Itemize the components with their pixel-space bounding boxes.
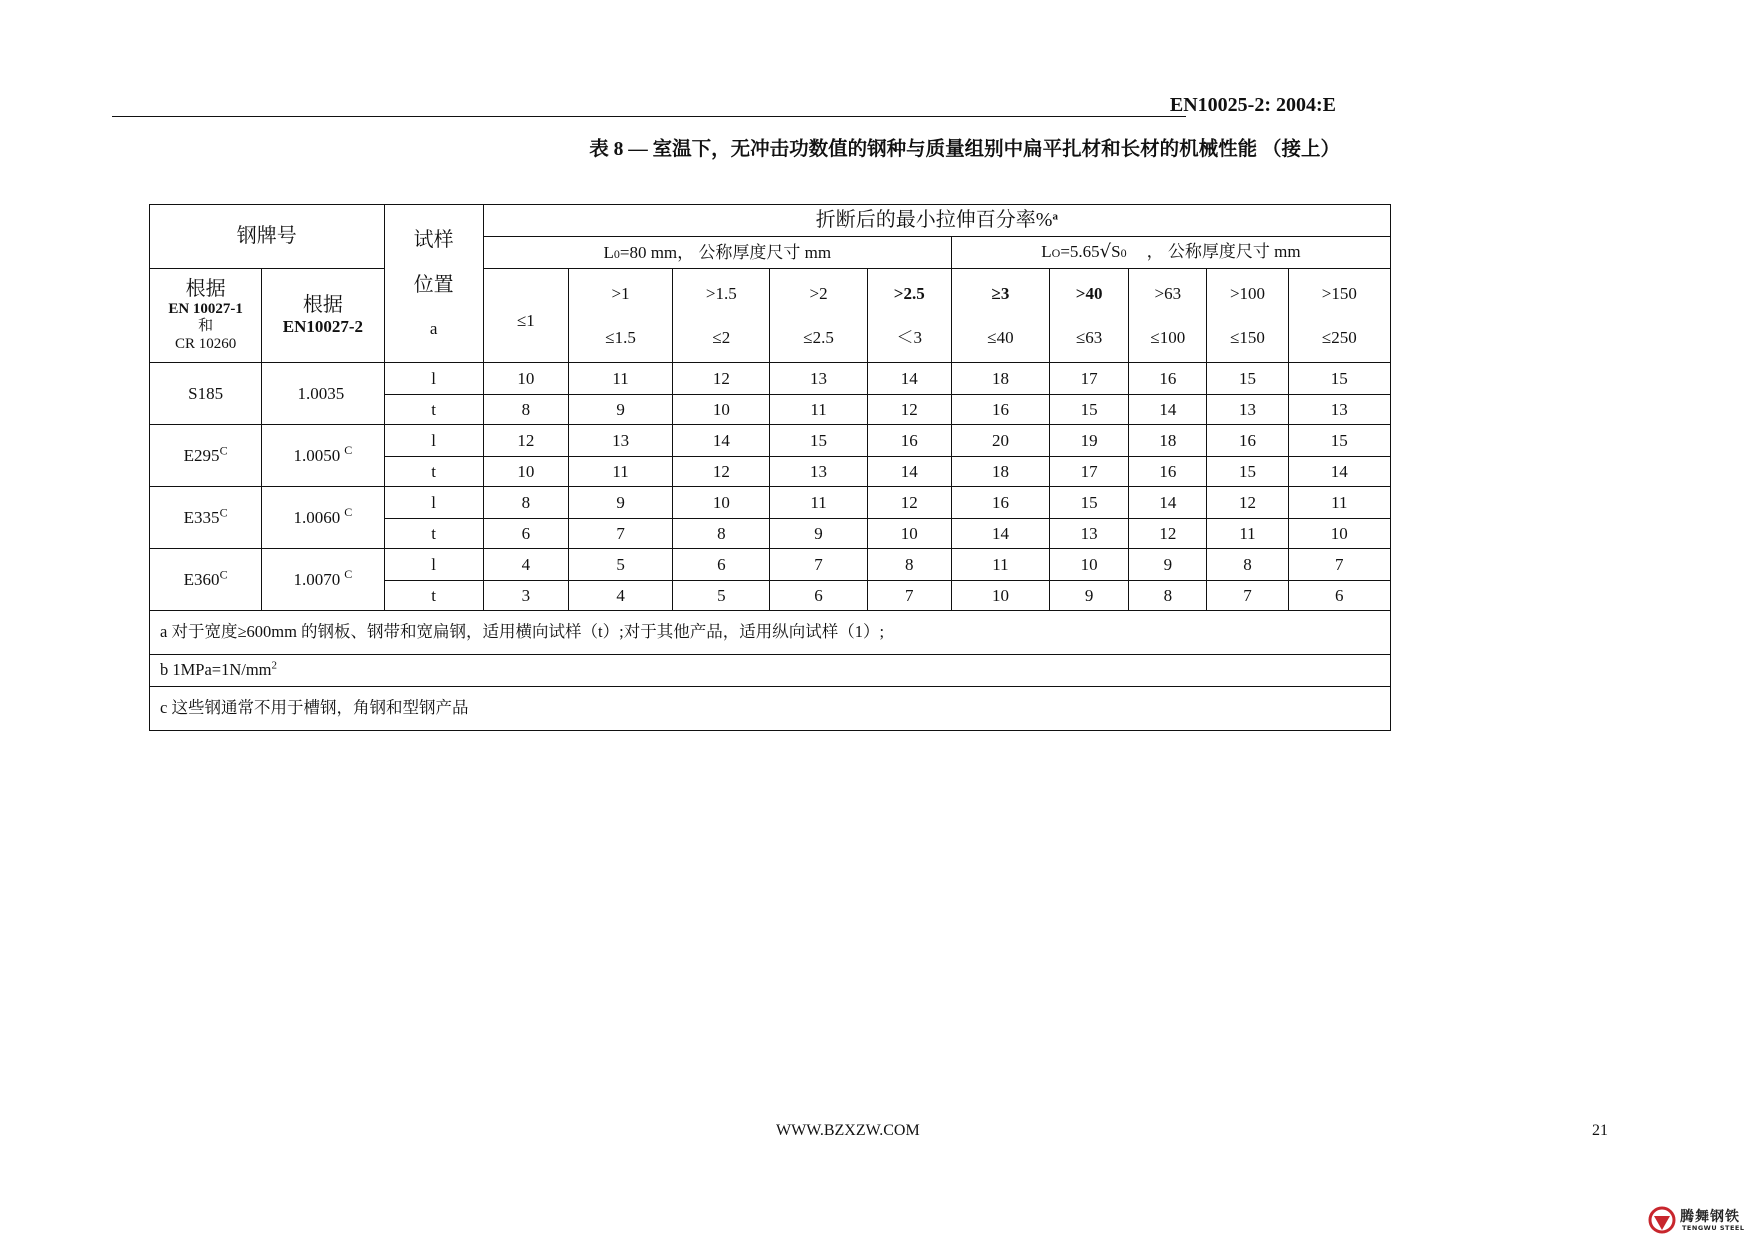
steel-number: 1.0050 $^C$ <box>262 425 384 487</box>
elongation-value: 7 <box>867 581 951 611</box>
sample-orientation: t <box>384 519 483 549</box>
steel-grade-name: S185 <box>150 363 262 425</box>
footnote-c: c 这些钢通常不用于槽钢，角钢和型钢产品 <box>150 687 1391 731</box>
thickness-range-header: >2.5 ＜3 <box>867 269 951 363</box>
elongation-value: 6 <box>673 549 770 581</box>
elongation-value: 11 <box>770 487 867 519</box>
elongation-value: 3 <box>483 581 568 611</box>
elongation-value: 8 <box>867 549 951 581</box>
elongation-value: 11 <box>568 363 672 395</box>
elongation-value: 16 <box>1207 425 1288 457</box>
elongation-value: 13 <box>770 457 867 487</box>
elongation-value: 14 <box>1129 487 1207 519</box>
elongation-value: 8 <box>673 519 770 549</box>
elongation-value: 15 <box>1207 363 1288 395</box>
elongation-value: 16 <box>867 425 951 457</box>
elongation-value: 18 <box>951 457 1049 487</box>
steel-number: 1.0060 $^C$ <box>262 487 384 549</box>
steel-grade-name: $E335^C$ <box>150 487 262 549</box>
elongation-value: 20 <box>951 425 1049 457</box>
elongation-value: 14 <box>951 519 1049 549</box>
elongation-value: 10 <box>483 457 568 487</box>
elongation-value: 15 <box>1288 363 1390 395</box>
header-sample-position: 试样 位置 a <box>384 205 483 363</box>
steel-number: 1.0035 <box>262 363 384 425</box>
steel-grade-name: $E295^C$ <box>150 425 262 487</box>
elongation-value: 14 <box>673 425 770 457</box>
footnote-b: b $1MPa=1N/mm^2$ <box>150 655 1391 687</box>
header-number-standard: 根据 EN10027-2 <box>262 269 384 363</box>
elongation-value: 9 <box>568 395 672 425</box>
elongation-value: 18 <box>951 363 1049 395</box>
thickness-range-header: >100 ≤150 <box>1207 269 1288 363</box>
elongation-value: 10 <box>1288 519 1390 549</box>
sample-orientation: l <box>384 487 483 519</box>
elongation-value: 6 <box>770 581 867 611</box>
header-rule <box>112 116 1186 117</box>
thickness-range-header: >150 ≤250 <box>1288 269 1390 363</box>
elongation-value: 7 <box>770 549 867 581</box>
table-row <box>150 487 1391 519</box>
elongation-value: 15 <box>1050 487 1129 519</box>
elongation-value: 17 <box>1050 457 1129 487</box>
elongation-value: 7 <box>568 519 672 549</box>
header-elongation: 折断后的最小拉伸百分率%$^a$ <box>483 205 1390 237</box>
elongation-value: 12 <box>673 363 770 395</box>
page-number: 21 <box>1592 1122 1608 1139</box>
elongation-value: 15 <box>1207 457 1288 487</box>
elongation-value: 12 <box>1207 487 1288 519</box>
table-title: 表 8 — 室温下，无冲击功数值的钢种与质量组别中扁平扎材和长材的机械性能 （接上） <box>589 139 1340 160</box>
thickness-range-header: ≤1 <box>483 269 568 363</box>
elongation-value: 14 <box>1288 457 1390 487</box>
elongation-value: 9 <box>1050 581 1129 611</box>
elongation-value: 15 <box>770 425 867 457</box>
footer-website: WWW.BZXZW.COM <box>776 1122 920 1139</box>
elongation-value: 18 <box>1129 425 1207 457</box>
elongation-value: 5 <box>568 549 672 581</box>
elongation-value: 15 <box>1288 425 1390 457</box>
elongation-value: 11 <box>770 395 867 425</box>
elongation-value: 8 <box>1129 581 1207 611</box>
elongation-value: 16 <box>951 395 1049 425</box>
elongation-value: 11 <box>1288 487 1390 519</box>
footnote-a: a 对于宽度≥600mm 的钢板、钢带和宽扁钢，适用横向试样（t）;对于其他产品，适用纵向试样（1）; <box>150 611 1391 655</box>
elongation-value: 13 <box>1288 395 1390 425</box>
elongation-value: 7 <box>1288 549 1390 581</box>
elongation-value: 19 <box>1050 425 1129 457</box>
thickness-range-header: ≥3 ≤40 <box>951 269 1049 363</box>
elongation-value: 10 <box>673 487 770 519</box>
steel-grade-name: $E360^C$ <box>150 549 262 611</box>
elongation-value: 12 <box>1129 519 1207 549</box>
elongation-value: 14 <box>867 457 951 487</box>
header-name-standard: 根据 EN 10027-1 和 CR 10260 <box>150 269 262 363</box>
elongation-value: 8 <box>1207 549 1288 581</box>
logo-text-en: TENGWU STEEL <box>1682 1224 1745 1232</box>
elongation-value: 11 <box>568 457 672 487</box>
elongation-value: 10 <box>483 363 568 395</box>
elongation-value: 13 <box>1050 519 1129 549</box>
elongation-value: 8 <box>483 487 568 519</box>
thickness-range-header: >63 ≤100 <box>1129 269 1207 363</box>
elongation-value: 9 <box>1129 549 1207 581</box>
elongation-value: 14 <box>1129 395 1207 425</box>
header-gauge-565: LO=5.65√S0 ， 公称厚度尺寸 mm <box>951 237 1390 269</box>
elongation-value: 16 <box>1129 457 1207 487</box>
elongation-value: 16 <box>1129 363 1207 395</box>
logo-text-cn: 腾舞钢铁 <box>1680 1209 1740 1225</box>
elongation-value: 5 <box>673 581 770 611</box>
sample-orientation: l <box>384 363 483 395</box>
sample-orientation: l <box>384 549 483 581</box>
elongation-value: 10 <box>673 395 770 425</box>
elongation-value: 11 <box>1207 519 1288 549</box>
elongation-value: 10 <box>1050 549 1129 581</box>
thickness-range-header: >1.5 ≤2 <box>673 269 770 363</box>
elongation-value: 7 <box>1207 581 1288 611</box>
elongation-value: 14 <box>867 363 951 395</box>
elongation-value: 8 <box>483 395 568 425</box>
elongation-value: 4 <box>568 581 672 611</box>
elongation-value: 13 <box>1207 395 1288 425</box>
elongation-value: 16 <box>951 487 1049 519</box>
steel-number: 1.0070 $^C$ <box>262 549 384 611</box>
thickness-range-header: >2 ≤2.5 <box>770 269 867 363</box>
elongation-value: 4 <box>483 549 568 581</box>
elongation-value: 17 <box>1050 363 1129 395</box>
mechanical-properties-table <box>149 204 1391 731</box>
elongation-value: 13 <box>770 363 867 395</box>
elongation-value: 9 <box>568 487 672 519</box>
elongation-value: 12 <box>867 487 951 519</box>
sample-orientation: t <box>384 581 483 611</box>
table-row <box>150 363 1391 395</box>
elongation-value: 12 <box>483 425 568 457</box>
sample-orientation: l <box>384 425 483 457</box>
header-steel-grade: 钢牌号 <box>150 205 385 269</box>
table-row <box>150 549 1391 581</box>
sample-orientation: t <box>384 457 483 487</box>
elongation-value: 10 <box>867 519 951 549</box>
elongation-value: 10 <box>951 581 1049 611</box>
thickness-range-header: >1 ≤1.5 <box>568 269 672 363</box>
table-row <box>150 425 1391 457</box>
elongation-value: 15 <box>1050 395 1129 425</box>
elongation-value: 11 <box>951 549 1049 581</box>
thickness-range-header: >40 ≤63 <box>1050 269 1129 363</box>
header-gauge-80: L0=80 mm， 公称厚度尺寸 mm <box>483 237 951 269</box>
elongation-value: 12 <box>673 457 770 487</box>
standard-code: EN10025-2: 2004:E <box>1169 94 1336 116</box>
elongation-value: 6 <box>1288 581 1390 611</box>
elongation-value: 12 <box>867 395 951 425</box>
elongation-value: 13 <box>568 425 672 457</box>
elongation-value: 6 <box>483 519 568 549</box>
elongation-value: 9 <box>770 519 867 549</box>
sample-orientation: t <box>384 395 483 425</box>
